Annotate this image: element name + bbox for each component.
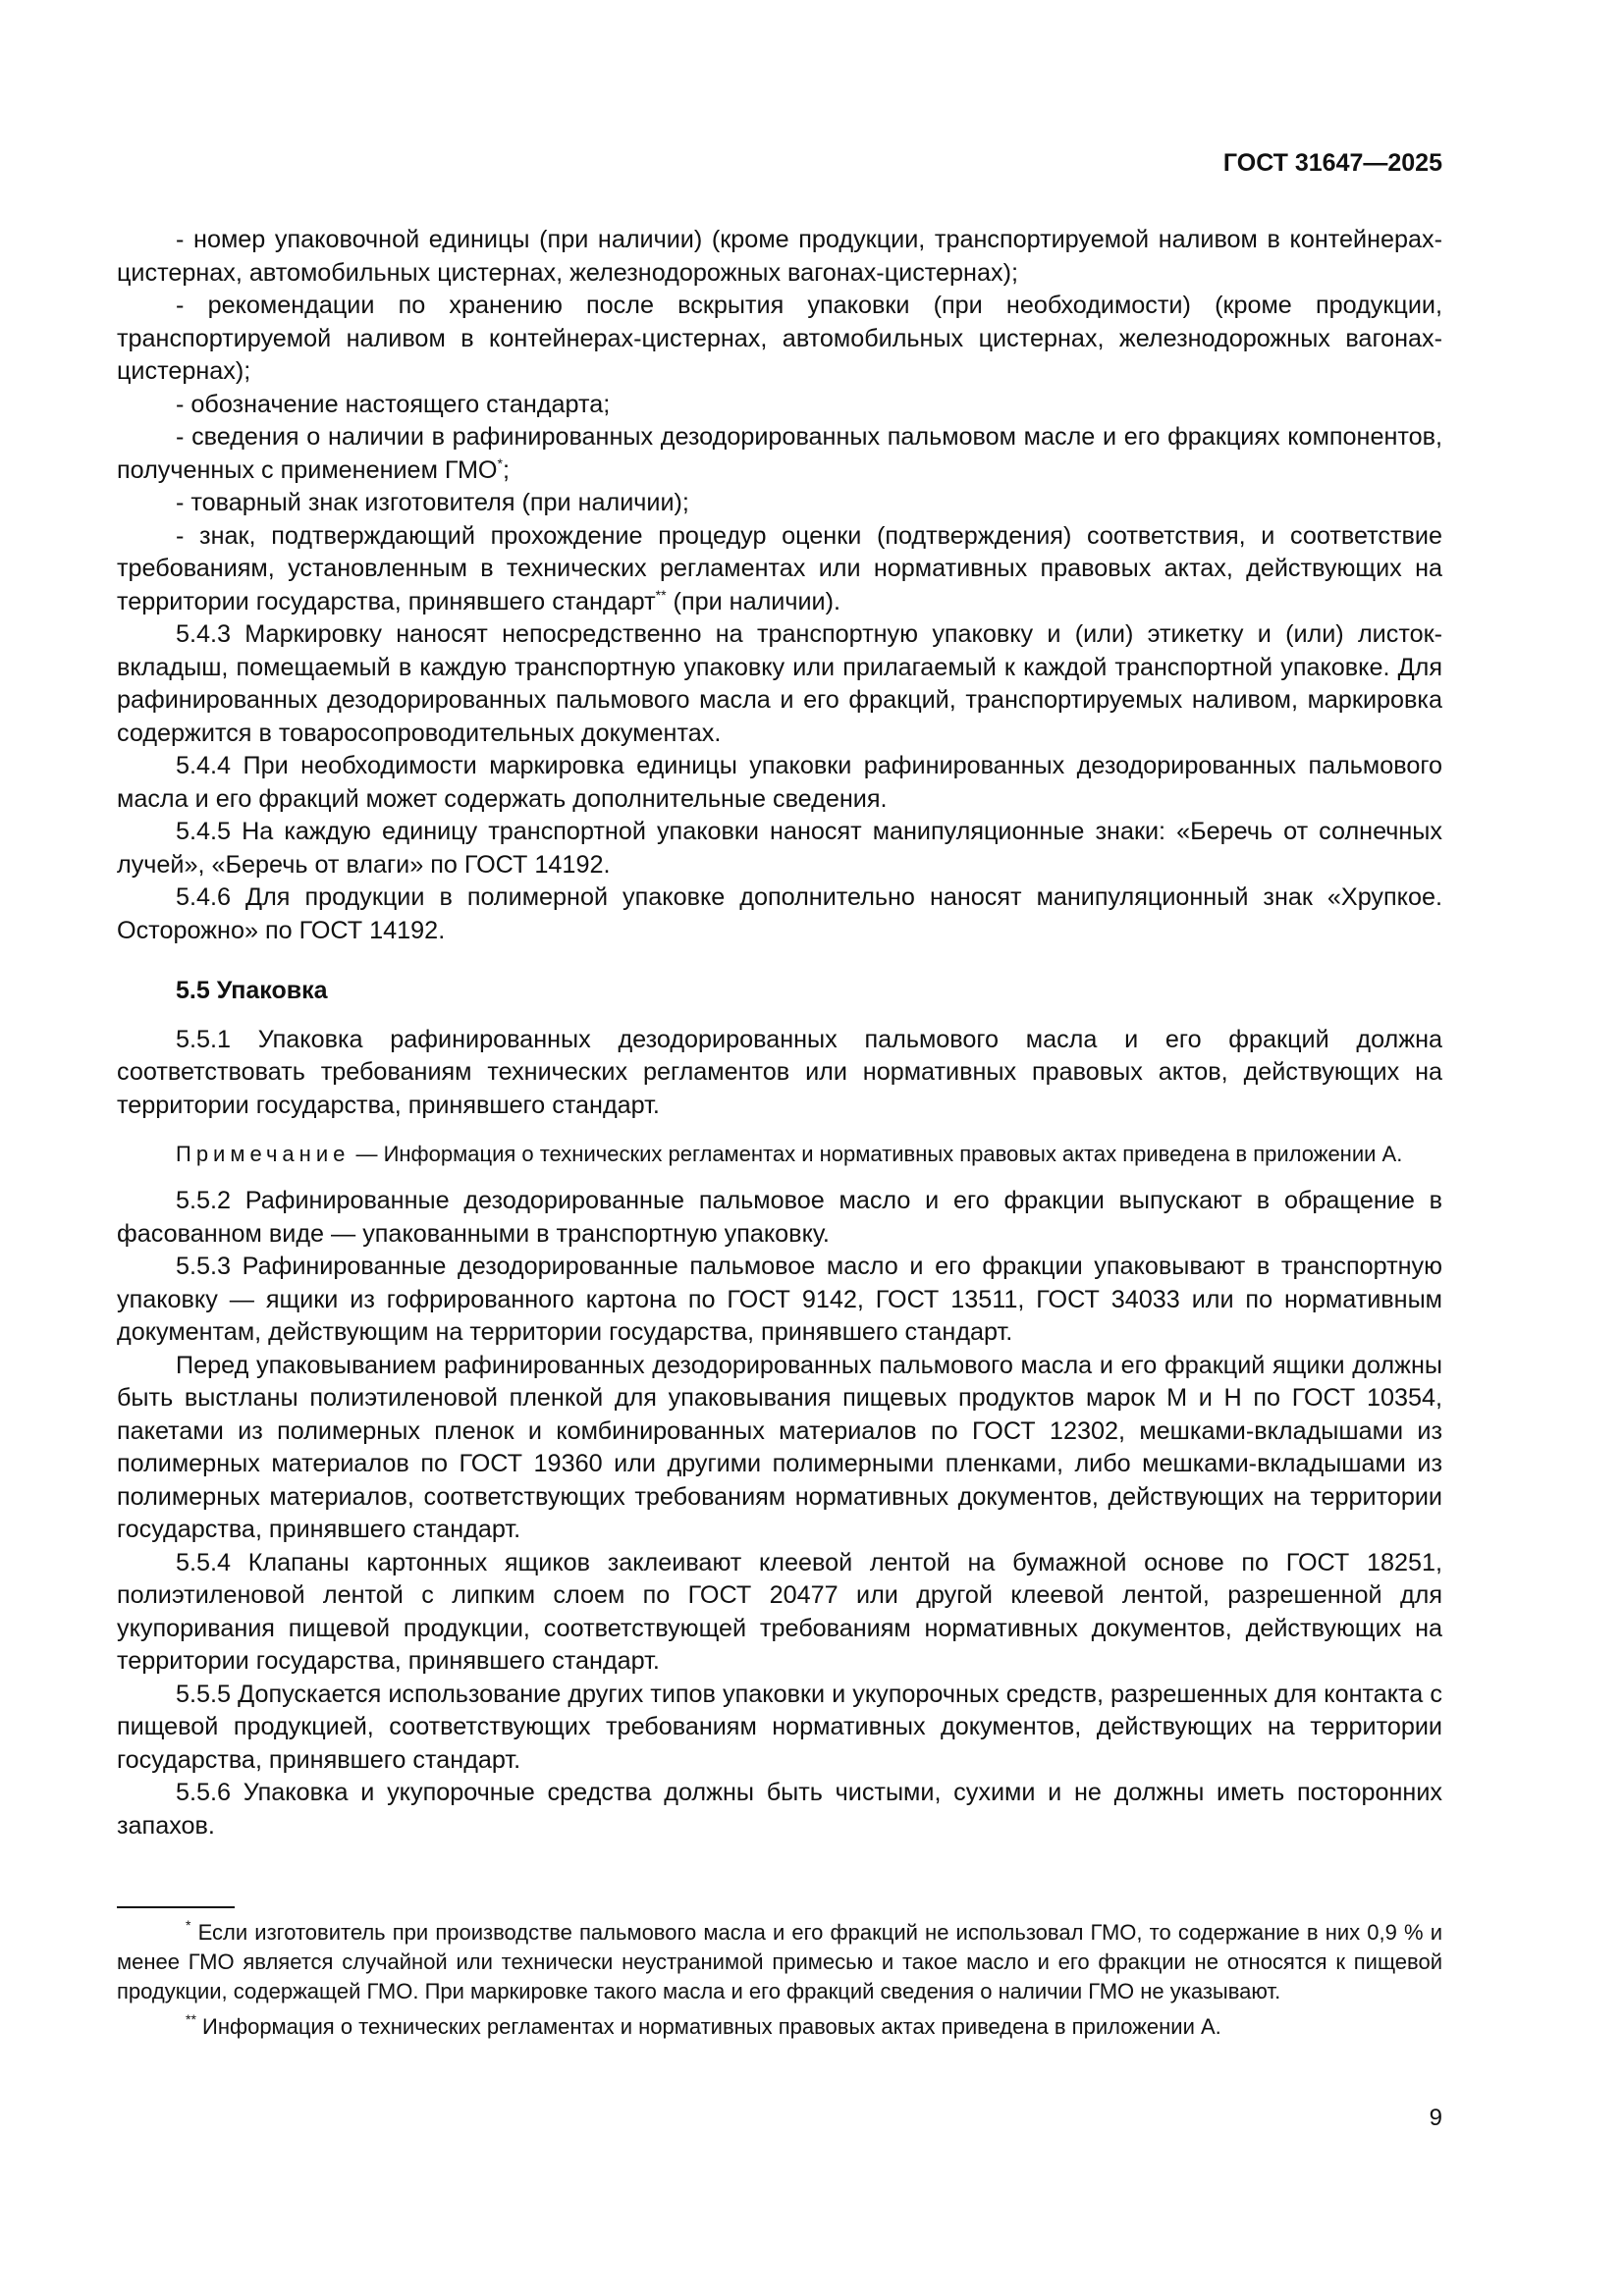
list-item-text: - сведения о наличии в рафинированных дезодорированных пальмовом масле и его фракциях компонентов, полученных с применением ГМО (117, 423, 1442, 484)
list-item-text: - знак, подтверждающий прохождение процедур оценки (подтверждения) соответствия, и соответствие требованиям, установленным в технических регламентах или нормативных правовых актах, действующих на территории государства, принявшего стандарт (117, 521, 1442, 615)
footnote (117, 1918, 1442, 2006)
note-label: Примечание (176, 1142, 351, 1166)
page-number: 9 (1429, 2105, 1442, 2131)
document-body (117, 224, 1442, 1842)
paragraph-5-5-5: 5.5.5 Допускается использование других типов упаковки и укупорочных средств, разрешенных для контакта с пищевой продукцией, соответствующих требованиям нормативных документов, действующих на территории государства, принявшего стандарт. (117, 1680, 1442, 1774)
note (117, 1140, 1442, 1169)
list-item-conformity (117, 520, 1442, 619)
list-item: - рекомендации по хранению после вскрытия упаковки (при необходимости) (кроме продукции, транспортируемой наливом в контейнерах-цистернах, автомобильных цистернах, железнодорожных вагонах-цистернах); (117, 292, 1442, 385)
list-item: - товарный знак изготовителя (при наличии); (176, 489, 689, 516)
paragraph-5-5-4: 5.5.4 Клапаны картонных ящиков заклеивают клеевой лентой на бумажной основе по ГОСТ 18251, полиэтиленовой лентой с липким слоем по ГОСТ 20477 или другой клеевой лентой, разрешенной для укупоривания пищевой продукции, соответствующей требованиям нормативных документов, действующих на территории государства, принявшего стандарт. (117, 1548, 1442, 1675)
paragraph-5-5-2: 5.5.2 Рафинированные дезодорированные пальмовое масло и его фракции выпускают в обращение в фасованном виде — упакованными в транспортную упаковку. (117, 1187, 1442, 1248)
footnote-text: Если изготовитель при производстве пальмового масла и его фракций не использовал ГМО, то содержание в них 0,9 % и менее ГМО является случайной или технически неустранимой примесью и такое масло и его фракции не относятся к пищевой продукции, содержащей ГМО. При маркировке такого масла и его фракций сведения о наличии ГМО не указывают. (117, 1920, 1442, 2003)
section-heading: 5.5 Упаковка (176, 977, 328, 1004)
document-code: ГОСТ 31647—2025 (1222, 149, 1442, 177)
paragraph-5-5-6: 5.5.6 Упаковка и укупорочные средства должны быть чистыми, сухими и не должны иметь посторонних запахов. (117, 1779, 1442, 1840)
footnote-mark: ** (186, 2011, 196, 2027)
paragraph-lining: Перед упаковыванием рафинированных дезодорированных пальмового масла и его фракций ящики должны быть выстланы полиэтиленовой пленкой для упаковывания пищевых продуктов марок М и Н по ГОСТ 10354, пакетами из полимерных пленок и комбинированных материалов по ГОСТ 12302, мешками-вкладышами из полимерных материалов по ГОСТ 19360 или другими полимерными пленками, либо мешками-вкладышами из полимерных материалов, соответствующих требованиям нормативных документов, действующих на территории государства, принявшего стандарт. (117, 1351, 1442, 1543)
paragraph-5-5-3: 5.5.3 Рафинированные дезодорированные пальмовое масло и его фракции упаковывают в транспортную упаковку — ящики из гофрированного картона по ГОСТ 9142, ГОСТ 13511, ГОСТ 34033 или по нормативным документам, действующим на территории государства, принявшего стандарт. (117, 1253, 1442, 1346)
list-item-gmo (117, 421, 1442, 487)
footnote-ref: * (497, 454, 503, 471)
list-item-tail: ; (502, 455, 510, 484)
list-item-tail: (при наличии). (666, 587, 840, 615)
paragraph-5-5-1: 5.5.1 Упаковка рафинированных дезодорированных пальмового масла и его фракций должна соответствовать требованиям технических регламентов или нормативных правовых актов, действующих на территории государства, принявшего стандарт. (117, 1025, 1442, 1119)
note-text: — Информация о технических регламентах и нормативных правовых актах приведена в приложении А. (350, 1142, 1403, 1166)
footnote-mark: * (186, 1917, 191, 1933)
paragraph-5-4-3: 5.4.3 Маркировку наносят непосредственно на транспортную упаковку и (или) этикетку и (или) листок-вкладыш, помещаемый в каждую транспортную упаковку или прилагаемый к каждой транспортной упаковке. Для рафинированных дезодорированных пальмового масла и его фракций, транспортируемых наливом, маркировка содержится в товаросопроводительных документах. (117, 620, 1442, 747)
paragraph-5-4-4: 5.4.4 При необходимости маркировка единицы упаковки рафинированных дезодорированных пальмового масла и его фракций может содержать дополнительные сведения. (117, 752, 1442, 813)
list-item: - номер упаковочной единицы (при наличии) (кроме продукции, транспортируемой наливом в контейнерах-цистернах, автомобильных цистернах, железнодорожных вагонах-цистернах); (117, 226, 1442, 287)
footnote (117, 2012, 1442, 2042)
footnote-ref: ** (655, 586, 667, 603)
footnote-divider (117, 1906, 235, 1908)
list-item: - обозначение настоящего стандарта; (176, 390, 611, 418)
footnotes (117, 1906, 1442, 2042)
paragraph-5-4-6: 5.4.6 Для продукции в полимерной упаковке дополнительно наносят манипуляционный знак «Хрупкое. Осторожно» по ГОСТ 14192. (117, 883, 1442, 944)
footnote-text: Информация о технических регламентах и нормативных правовых актах приведена в приложении А. (195, 2014, 1221, 2039)
paragraph-5-4-5: 5.4.5 На каждую единицу транспортной упаковки наносят манипуляционные знаки: «Беречь от солнечных лучей», «Беречь от влаги» по ГОСТ 14192. (117, 818, 1442, 879)
